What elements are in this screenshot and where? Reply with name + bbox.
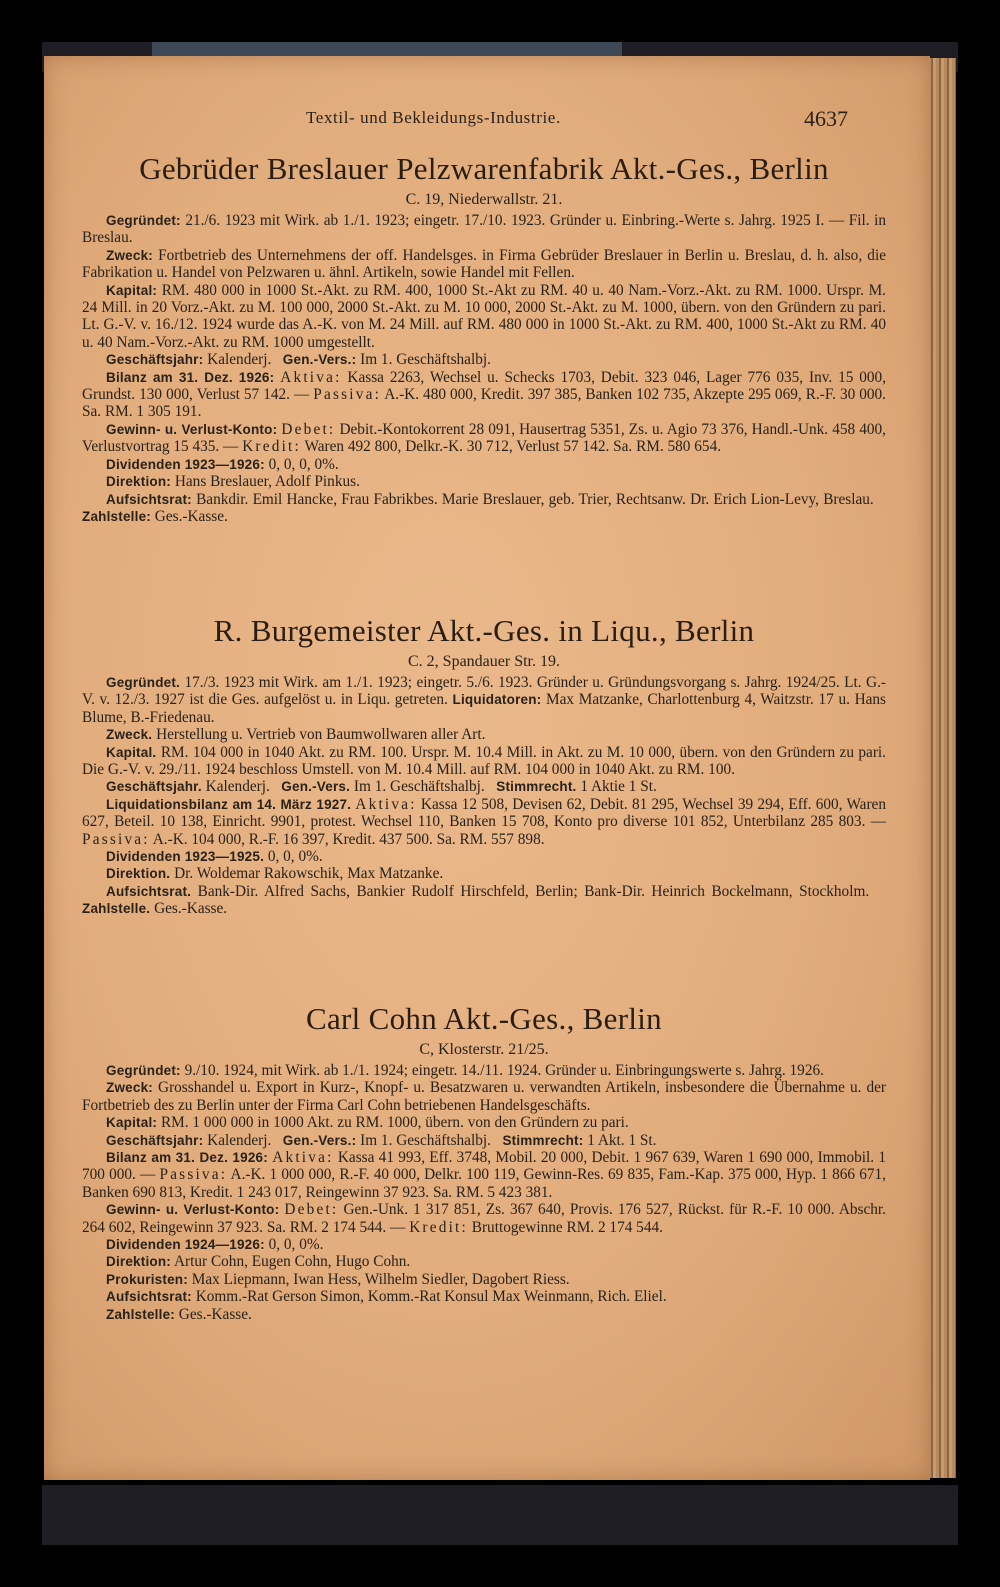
company-title: R. Burgemeister Akt.-Ges. in Liqu., Berlin: [213, 613, 755, 648]
direktion-label: Direktion:: [106, 474, 172, 490]
passiva-label: Passiva:: [313, 386, 382, 404]
dividenden-paragraph: [82, 456, 886, 473]
aktiva-label: Aktiva:: [272, 1149, 334, 1167]
liquidatoren-label: Liquidatoren:: [452, 692, 542, 708]
bilanz-aktiva: Kassa 2263, Wechsel u. Schecks 1703, Debit. 323 046, Lager 776 035, Inv. 15 000, Grundst. 130 000, Verlust 57 142. —: [82, 368, 887, 404]
guv-debet: Gen.-Unk. 1 317 851, Zs. 367 640, Provis. 176 527, Rückst. für R.-F. 10 000. Abschr. 264 602, Reingewinn 37 923. Sa. RM. 2 174 544. —: [82, 1201, 886, 1236]
prokuristen-text: Max Liepmann, Iwan Hess, Wilhelm Siedler, Dagobert Riess.: [191, 1270, 570, 1288]
zahlstelle-paragraph: [82, 1306, 886, 1323]
bilanz-aktiva: Kassa 12 508, Devisen 62, Debit. 81 295, Wechsel 39 294, Eff. 600, Waren 627, Beteil. 10 138, Einricht. 9901, protest. Wechsel 110, Banken 15 708, Konto pro diverse 101 852, Unterbilanz 285 803. —: [82, 795, 886, 831]
aufsichtsrat-label: Aufsichtsrat:: [106, 491, 192, 507]
dividenden-text: 0, 0, 0, 0%.: [268, 455, 339, 473]
debet-label: Debet:: [284, 1201, 339, 1219]
direktion-text: Artur Cohn, Eugen Cohn, Hugo Cohn.: [174, 1253, 411, 1271]
guv-paragraph: [82, 1201, 886, 1236]
guv-kredit: Waren 492 800, Delkr.-K. 30 712, Verlust 57 142. Sa. RM. 580 654.: [304, 438, 722, 456]
gegruendet-label: Gegründet:: [106, 213, 181, 228]
bilanz-label: Bilanz am 31. Dez. 1926:: [106, 369, 275, 385]
genvers-text: Im 1. Geschäftshalbj.: [360, 351, 491, 369]
aufsichtsrat-label: Aufsichtsrat:: [106, 1289, 192, 1305]
gegruendet-text: 21./6. 1923 mit Wirk. ab 1./1. 1923; eingetr. 17./10. 1923. Gründer u. Einbring.-Werte s. Jahrg. 1925 I. — Fil. in Breslau.: [82, 212, 886, 247]
bilanz-paragraph: [82, 369, 886, 421]
kapital-paragraph: [82, 1114, 886, 1131]
stimmrecht-text: 1 Akt. 1 St.: [587, 1131, 657, 1149]
guv-paragraph: [82, 421, 886, 456]
aktiva-label: Aktiva:: [355, 795, 417, 813]
genvers-text: Im 1. Geschäftshalbj.: [360, 1131, 491, 1149]
kapital-label: Kapital.: [106, 744, 157, 760]
kapital-text: RM. 104 000 in 1040 Akt. zu RM. 100. Urspr. M. 10.4 Mill. in Akt. zu M. 10 000, übern. von den Gründern zu pari. Die G.-V. v. 29./11. 1924 beschloss Umstell. von M. 10.4 Mill. auf RM. 104 000 in 1040 Akt. zu RM. 100.: [82, 743, 887, 779]
geschaeftsjahr-label: Geschäftsjahr.: [106, 779, 202, 795]
kapital-label: Kapital:: [106, 1115, 158, 1131]
genvers-text: Im 1. Geschäftshalbj.: [353, 778, 485, 796]
guv-label: Gewinn- u. Verlust-Konto:: [106, 1202, 280, 1218]
stimmrecht-label: Stimmrecht:: [502, 1132, 584, 1148]
geschaeftsjahr-paragraph: [82, 351, 886, 368]
aufsichtsrat-paragraph: [82, 883, 886, 918]
zahlstelle-text: Ges.-Kasse.: [154, 507, 228, 525]
prokuristen-label: Prokuristen:: [106, 1271, 188, 1287]
direktion-text: Hans Breslauer, Adolf Pinkus.: [174, 473, 360, 491]
bilanz-passiva: A.-K. 104 000, R.-F. 16 397, Kredit. 437 500. Sa. RM. 557 898.: [152, 830, 545, 848]
running-title: Textil- und Bekleidungs-Industrie.: [306, 108, 561, 127]
geschaeftsjahr-text: Kalenderj.: [207, 351, 272, 369]
dividenden-paragraph: [82, 848, 886, 865]
zweck-paragraph: [82, 726, 886, 743]
genvers-label: Gen.-Vers.:: [282, 352, 357, 368]
dividenden-label: Dividenden 1923—1925.: [106, 849, 265, 865]
dividenden-text: 0, 0, 0%.: [267, 848, 323, 866]
zweck-label: Zweck:: [106, 247, 153, 263]
company-title: Gebrüder Breslauer Pelzwarenfabrik Akt.-Ges., Berlin: [139, 151, 829, 186]
bilanz-aktiva: Kassa 41 993, Eff. 3748, Mobil. 20 000, Debit. 1 967 639, Waren 1 690 000, Immobil. 1 700 000. —: [82, 1149, 887, 1184]
aufsichtsrat-text: Bank-Dir. Alfred Sachs, Bankier Rudolf Hirschfeld, Berlin; Bank-Dir. Heinrich Bockelmann, Stockholm.: [197, 882, 870, 900]
company-address: C. 19, Niederwallstr. 21.: [405, 191, 563, 208]
aufsichtsrat-paragraph: [82, 1288, 886, 1305]
kredit-label: Kredit:: [409, 1218, 468, 1236]
dividenden-label: Dividenden 1924—1926:: [106, 1237, 265, 1253]
geschaeftsjahr-label: Geschäftsjahr:: [106, 352, 204, 368]
guv-debet: Debit.-Kontokorrent 28 091, Hausertrag 5351, Zs. u. Agio 73 376, Handl.-Unk. 458 400, Verlustvortrag 15 435. —: [82, 420, 887, 456]
zahlstelle-text: Ges.-Kasse.: [154, 900, 228, 918]
stimmrecht-label: Stimmrecht.: [496, 779, 577, 795]
zweck-text: Grosshandel u. Export in Kurz-, Knopf- u. Besatzwaren u. verwandten Artikeln, insbesondere die Übernahme u. der Fortbetrieb des zu Berlin unter der Firma Carl Cohn betriebenen Handelsgeschäfts.: [82, 1079, 886, 1114]
kapital-paragraph: [82, 744, 886, 779]
debet-label: Debet:: [281, 420, 336, 438]
guv-kredit: Bruttogewinne RM. 2 174 544.: [471, 1218, 663, 1236]
direktion-label: Direktion:: [106, 1254, 172, 1270]
guv-label: Gewinn- u. Verlust-Konto:: [106, 421, 278, 437]
aufsichtsrat-label: Aufsichtsrat.: [106, 883, 192, 899]
aufsichtsrat-paragraph: [82, 491, 886, 526]
aufsichtsrat-text: Komm.-Rat Gerson Simon, Komm.-Rat Konsul Max Weinmann, Rich. Eliel.: [195, 1288, 667, 1306]
company-entry-burgemeister: [82, 612, 886, 918]
zweck-text: Herstellung u. Vertrieb von Baumwollwaren aller Art.: [156, 726, 486, 744]
page-number: 4637: [804, 106, 848, 131]
genvers-label: Gen.-Vers.:: [282, 1132, 357, 1148]
stimmrecht-text: 1 Aktie 1 St.: [580, 778, 657, 796]
geschaeftsjahr-paragraph: [82, 778, 886, 795]
kapital-label: Kapital:: [106, 282, 158, 298]
zweck-text: Fortbetrieb des Unternehmens der off. Handelsges. in Firma Gebrüder Breslauer in Berlin u. Breslau, d. h. also, die Fabrikation u. Handel von Pelzwaren u. ähnl. Artikeln, sowie Handel mit Fellen.: [82, 246, 886, 282]
dividenden-text: 0, 0, 0%.: [268, 1236, 324, 1254]
bilanz-label: Liquidationsbilanz am 14. März 1927.: [106, 796, 352, 812]
company-address: C, Klosterstr. 21/25.: [419, 1041, 549, 1058]
dividenden-label: Dividenden 1923—1926:: [106, 456, 265, 472]
liquidatoren-text: Max Matzanke, Charlottenburg 4, Waitzstr. 17 u. Hans Blume, B.-Friedenau.: [82, 691, 887, 726]
kapital-text: RM. 480 000 in 1000 St.-Akt. zu RM. 400, 1000 St.-Akt zu RM. 40 u. 40 Nam.-Vorz.-Akt. zu RM. 1000. Urspr. M. 24 Mill. in 20 Vorz.-Akt. zu M. 100 000, 2000 St.-Akt. zu M. 10 000, 2000 St.-Akt. zu M. 1000, übern. von den Gründern zu pari. Lt. G.-V. v. 16./12. 1924 wurde das A.-K. von M. 24 Mill. auf RM. 480 000 in 1000 St.-Akt. zu RM. 400, 1000 St.-Akt zu RM. 40 u. 40 Nam.-Vorz.-Akt. zu RM. 1000 umgestellt.: [82, 281, 887, 351]
direktion-label: Direktion.: [106, 866, 171, 882]
kapital-text: RM. 1 000 000 in 1000 Akt. zu RM. 1000, übern. von den Gründern zu pari.: [160, 1114, 629, 1132]
prokuristen-paragraph: [82, 1271, 886, 1288]
zweck-label: Zweck.: [106, 727, 153, 743]
kapital-paragraph: [82, 282, 886, 352]
genvers-label: Gen.-Vers.: [281, 779, 351, 795]
gegruendet-paragraph: [82, 212, 886, 247]
bilanz-passiva: A.-K. 1 000 000, R.-F. 40 000, Delkr. 100 119, Gewinn-Res. 69 835, Fam.-Kap. 375 000, Hyp. 1 866 671, Banken 690 813, Kredit. 1 243 017, Reingewinn 37 923. Sa. RM. 5 423 381.: [82, 1166, 886, 1201]
company-address: C. 2, Spandauer Str. 19.: [408, 653, 560, 670]
bilanz-label: Bilanz am 31. Dez. 1926:: [106, 1150, 268, 1166]
geschaeftsjahr-paragraph: [82, 1132, 886, 1149]
kredit-label: Kredit:: [242, 438, 301, 456]
zweck-paragraph: [82, 1079, 886, 1114]
company-title: Carl Cohn Akt.-Ges., Berlin: [306, 1001, 662, 1036]
aufsichtsrat-text: Bankdir. Emil Hancke, Frau Fabrikbes. Marie Breslauer, geb. Trier, Rechtsanw. Dr. Erich Lion-Levy, Breslau.: [196, 490, 874, 508]
zahlstelle-text: Ges.-Kasse.: [178, 1305, 252, 1323]
gegruendet-label: Gegründet:: [106, 1063, 181, 1078]
gegruendet-text: 17./3. 1923 mit Wirk. am 1./1. 1923; eingetr. 5./6. 1923. Gründer u. Gründungsvorgang s. Jahrg. 1924/25. Lt. G.-V. v. 12./3. 1927 ist die Ges. aufgelöst u. in Liqu. getreten.: [82, 674, 887, 709]
direktion-paragraph: [82, 865, 886, 882]
passiva-label: Passiva:: [159, 1166, 228, 1184]
zweck-paragraph: [82, 247, 886, 282]
company-entry-cohn: [82, 1000, 886, 1323]
direktion-paragraph: [82, 1253, 886, 1270]
zahlstelle-label: Zahlstelle.: [82, 901, 151, 917]
gegruendet-paragraph: [82, 1062, 886, 1079]
zahlstelle-label: Zahlstelle:: [82, 508, 151, 524]
company-entry-breslauer: [82, 150, 886, 525]
scan-bottom-border: [42, 1485, 958, 1545]
dividenden-paragraph: [82, 1236, 886, 1253]
page-header: [44, 108, 930, 132]
bilanz-paragraph: [82, 1149, 886, 1201]
document-page: [44, 56, 930, 1480]
geschaeftsjahr-text: Kalenderj.: [205, 778, 270, 796]
bilanz-passiva: A.-K. 480 000, Kredit. 397 385, Banken 102 735, Akzepte 295 069, R.-F. 30 000. Sa. RM. 1 305 191.: [82, 386, 887, 421]
direktion-text: Dr. Woldemar Rakowschik, Max Matzanke.: [174, 865, 444, 883]
bilanz-paragraph: [82, 796, 886, 848]
aktiva-label: Aktiva:: [280, 368, 342, 386]
gegruendet-paragraph: [82, 674, 886, 726]
direktion-paragraph: [82, 473, 886, 490]
geschaeftsjahr-text: Kalenderj.: [207, 1131, 272, 1149]
zahlstelle-label: Zahlstelle:: [106, 1306, 175, 1322]
zweck-label: Zweck:: [106, 1080, 153, 1096]
passiva-label: Passiva:: [82, 830, 150, 848]
gegruendet-text: 9./10. 1924, mit Wirk. ab 1./1. 1924; eingetr. 14./11. 1924. Gründer u. Einbringungswerte s. Jahrg. 1926.: [184, 1062, 824, 1079]
geschaeftsjahr-label: Geschäftsjahr:: [106, 1132, 204, 1148]
gegruendet-label: Gegründet.: [106, 675, 181, 690]
